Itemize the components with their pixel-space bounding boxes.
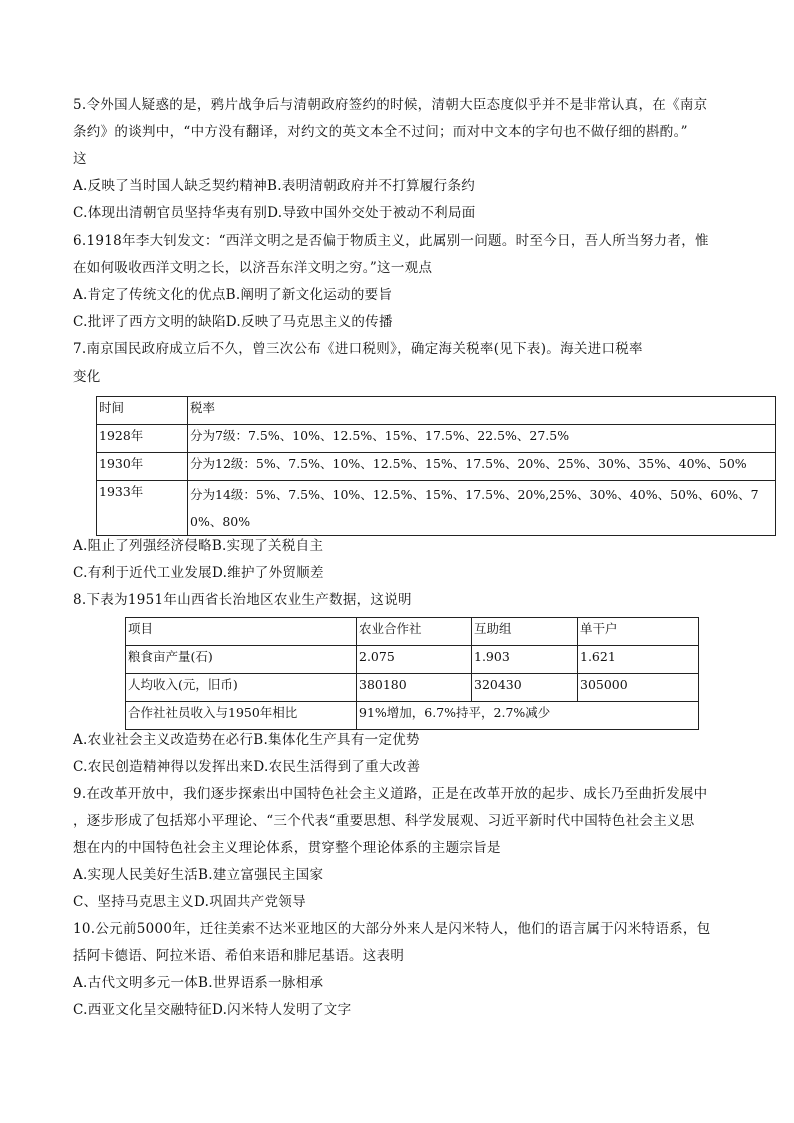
table-row [97,453,776,481]
table-cell: 分为7级：7.5%、10%、12.5%、15%、17.5%、22.5%、27.5% [188,425,776,453]
table-row [97,481,776,536]
q6-stem-line-2: 在如何吸收西洋文明之长，以济吾东洋文明之穷。”这一观点 [73,260,433,276]
q5-options-cd: C.体现出清朝官员坚持华夷有别D.导致中国外交处于被动不利局面 [73,205,476,221]
table-cell: 380180 [357,674,472,702]
table-cell: 合作社社员收入与1950年相比 [126,702,357,730]
table-cell: 1.621 [578,646,699,674]
table-header-cell: 单干户 [578,618,699,646]
q6-stem-line-1: 6.1918年李大钊发文：“西洋文明之是否偏于物质主义，此属别一问题。时至今日，吾人所当努力者，惟 [73,233,709,249]
table-header-row [97,397,776,425]
q5-stem-line-1: 5.令外国人疑惑的是，鸦片战争后与清朝政府签约的时候，清朝大臣态度似乎并不是非常认真，在《南京 [73,97,708,113]
table-header-cell: 税率 [188,397,776,425]
table-cell: 人均收入(元，旧币) [126,674,357,702]
q10-options-cd: C.西亚文化呈交融特征D.闪米特人发明了文字 [73,1002,352,1018]
table-header-row [126,618,699,646]
q9-stem-line-3: 想在内的中国特色社会主义理论体系，贯穿整个理论体系的主题宗旨是 [73,840,501,856]
table-cell: 1933年 [97,481,188,536]
q6-options-ab: A.肯定了传统文化的优点B.阐明了新文化运动的要旨 [73,287,393,303]
table-cell: 2.075 [357,646,472,674]
q8-options-ab: A.农业社会主义改造势在必行B.集体化生产具有一定优势 [73,732,420,748]
table-cell: 320430 [472,674,578,702]
q7-options-cd: C.有利于近代工业发展D.维护了外贸顺差 [73,565,324,581]
table-cell: 305000 [578,674,699,702]
agriculture-table [125,617,699,730]
table-row [126,702,699,730]
table-cell: 粮食亩产量(石) [126,646,357,674]
q5-stem-line-2: 条约》的谈判中，“中方没有翻译，对约文的英文本全不过问；而对中文本的字句也不做仔细的斟酌。” [73,124,688,140]
q7-options-ab: A.阻止了列强经济侵略B.实现了关税自主 [73,538,324,554]
q10-options-ab: A.古代文明多元一体B.世界语系一脉相承 [73,975,324,991]
q5-options-ab: A.反映了当时国人缺乏契约精神B.表明清朝政府并不打算履行条约 [73,178,476,194]
table-cell: 分为14级：5%、7.5%、10%、12.5%、15%、17.5%、20%,25%、30%、40%、50%、60%、70%、80% [188,481,776,536]
q8-stem-line-1: 8.下表为1951年山西省长治地区农业生产数据，这说明 [73,592,412,608]
q9-stem-line-2: ，逐步形成了包括郑小平理论、“三个代表“重要思想、科学发展观、习近平新时代中国特色社会主义思 [73,813,695,829]
table-cell: 1.903 [472,646,578,674]
q9-options-ab: A.实现人民美好生活B.建立富强民主国家 [73,867,324,883]
q7-stem-line-2: 变化 [73,369,101,385]
table-cell: 91%增加，6.7%持平，2.7%减少 [357,702,699,730]
q5-stem-line-3: 这 [73,151,87,167]
q9-stem-line-1: 9.在改革开放中，我们逐步探索出中国特色社会主义道路，正是在改革开放的起步、成长乃至曲折发展中 [73,786,708,802]
q10-stem-line-2: 括阿卡德语、阿拉米语、希伯来语和腓尼基语。这表明 [73,948,405,964]
table-cell: 1928年 [97,425,188,453]
q8-options-cd: C.农民创造精神得以发挥出来D.农民生活得到了重大改善 [73,759,421,775]
tariff-table [96,396,776,536]
q6-options-cd: C.批评了西方文明的缺陷D.反映了马克思主义的传播 [73,314,393,330]
table-row [126,646,699,674]
q9-options-cd: C、坚持马克思主义D.巩固共产党领导 [73,894,306,910]
table-header-cell: 项目 [126,618,357,646]
table-cell: 分为12级：5%、7.5%、10%、12.5%、15%、17.5%、20%、25%、30%、35%、40%、50% [188,453,776,481]
table-header-cell: 时间 [97,397,188,425]
q10-stem-line-1: 10.公元前5000年，迁往美索不达米亚地区的大部分外来人是闪米特人，他们的语言属于闪米特语系，包 [73,921,711,937]
table-row [97,425,776,453]
table-cell: 1930年 [97,453,188,481]
table-header-cell: 农业合作社 [357,618,472,646]
q7-stem-line-1: 7.南京国民政府成立后不久，曾三次公布《进口税则》，确定海关税率(见下表)。海关进口税率 [73,341,643,357]
table-header-cell: 互助组 [472,618,578,646]
table-row [126,674,699,702]
